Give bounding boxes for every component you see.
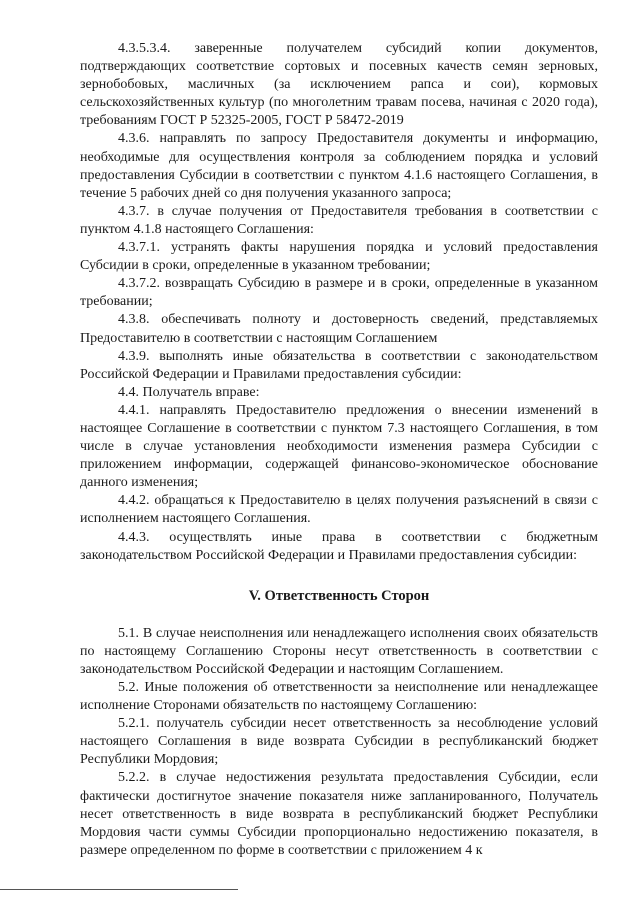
paragraph-4-4: 4.4. Получатель вправе: [118,384,260,400]
paragraph-4-3-6: 4.3.6. направлять по запросу Предоставителя документы и информацию, необходимые для осуществления контроля за соблюдением порядка и условий предоставления Субсидии в соответствии с пунктом 4.1.6 настоящего Соглашения, в течение 5 рабочих дней со дня получения указанного запроса; [80,131,598,201]
section-heading: V. Ответственность Сторон [248,587,430,604]
paragraph-4-3-8: 4.3.8. обеспечивать полноту и достоверность сведений, представляемых Предоставителю в соответствии с настоящим Соглашением [80,312,598,346]
paragraph-4-3-7-1: 4.3.7.1. устранять факты нарушения порядка и условий предоставления Субсидии в сроки, определенные в указанном требовании; [80,240,598,274]
paragraph-4-4-2: 4.4.2. обращаться к Предоставителю в целях получения разъяснений в связи с исполнением настоящего Соглашения. [80,493,598,527]
paragraph-4-3-7-2: 4.3.7.2. возвращать Субсидию в размере и в сроки, определенные в указанном требовании; [80,276,598,310]
document-body [80,40,598,860]
paragraph-4-3-7: 4.3.7. в случае получения от Предоставителя требования в соответствии с пунктом 4.1.8 настоящего Соглашения: [80,203,598,237]
paragraph-4-4-1: 4.4.1. направлять Предоставителю предложения о внесении изменений в настоящее Соглашение в соответствии с пунктом 7.3 настоящего Соглашения, в том числе в случае установления необходимости изменения размера Субсидии с приложением информации, содержащей финансово-экономическое обоснование данного изменения; [80,402,598,491]
paragraph-4-3-5-3-4: 4.3.5.3.4. заверенные получателем субсидий копии документов, подтверждающих соответствие сортовых и посевных качеств семян зерновых, зернобобовых, масличных (за исключением рапса и сои), кормовых сельскохозяйственных культур (по многолетним травам посева, начиная с 2020 года), требованиям ГОСТ Р 52325-2005, ГОСТ Р 58472-2019 [80,41,598,129]
paragraph-5-2-1: 5.2.1. получатель субсидии несет ответственность за несоблюдение условий настоящего Соглашения в виде возврата Субсидии в республиканский бюджет Республики Мордовия; [80,716,598,768]
footer-rule [0,889,238,890]
paragraph-5-2-2: 5.2.2. в случае недостижения результата предоставления Субсидии, если фактически достигнутое значение показателя ниже запланированного, Получатель несет ответственность в виде возврата в республиканский бюджет Республики Мордовия части суммы Субсидии пропорционально недостижению показателя, в размере определенном по форме в соответствии с приложением 4 к [80,770,598,858]
paragraph-5-2: 5.2. Иные положения об ответственности за неисполнение или ненадлежащее исполнение Сторонами обязательств по настоящему Соглашению: [80,680,598,714]
paragraph-4-3-9: 4.3.9. выполнять иные обязательства в соответствии с законодательством Российской Федерации и Правилами предоставления субсидии: [80,348,598,382]
paragraph-4-4-3: 4.4.3. осуществлять иные права в соответствии с бюджетным законодательством Российской Федерации и Правилами предоставления субсидии: [80,529,598,563]
paragraph-5-1: 5.1. В случае неисполнения или ненадлежащего исполнения своих обязательств по настоящему Соглашению Стороны несут ответственность в соответствии с законодательством Российской Федерации и настоящим Соглашением. [80,625,598,677]
